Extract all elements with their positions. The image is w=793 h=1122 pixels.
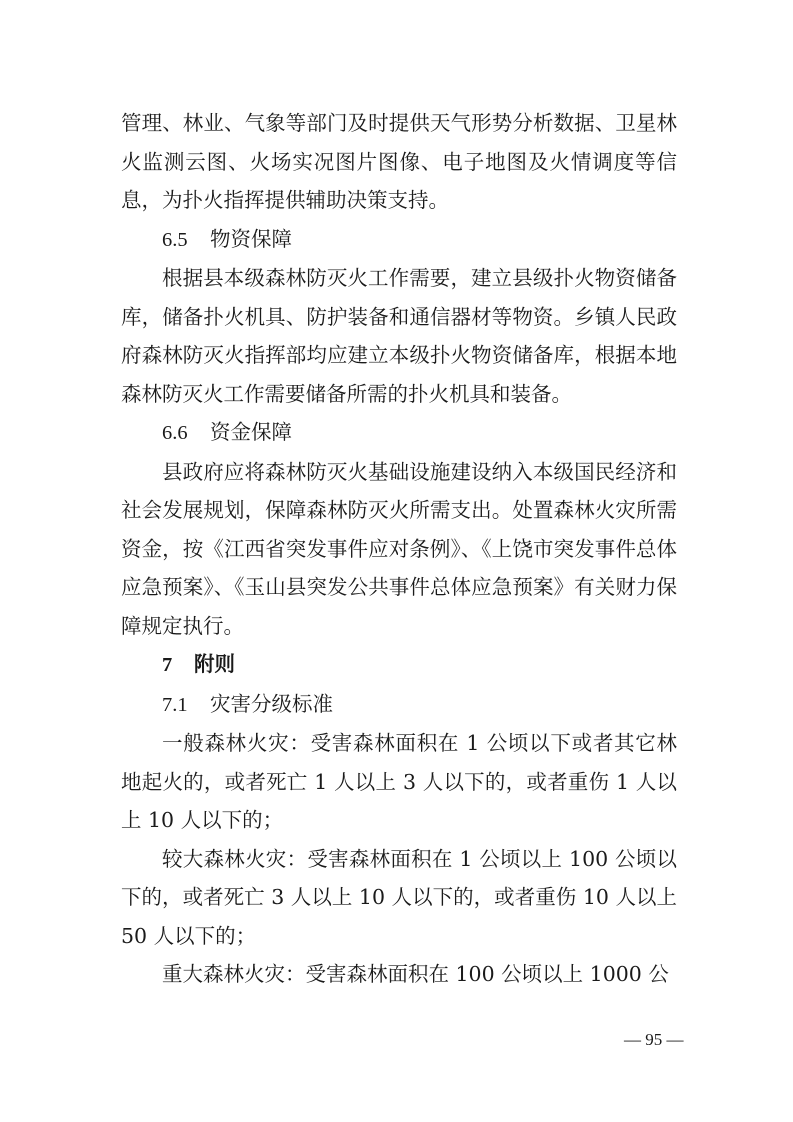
section-heading-6-6	[121, 413, 677, 453]
chapter-number: 7	[162, 654, 173, 676]
paragraph-larger-fire: 较大森林火灾：受害森林面积在 1 公顷以上 100 公顷以下的，或者死亡 3 人以上 10 人以下的，或者重伤 10 人以上 50 人以下的；	[121, 846, 677, 948]
chapter-title: 附则	[194, 652, 235, 676]
section-heading-6-5	[121, 220, 677, 260]
section-heading-7-1	[121, 685, 677, 725]
section-number: 6.6	[162, 422, 188, 444]
chapter-heading-7	[121, 645, 677, 685]
paragraph-material-support: 根据县本级森林防灭火工作需要，建立县级扑火物资储备库，储备扑火机具、防护装备和通信器材等物资。乡镇人民政府森林防灭火指挥部均应建立本级扑火物资储备库，根据本地森林防灭火工作需要储备所需的扑火机具和装备。	[121, 266, 677, 406]
section-title: 物资保障	[210, 226, 292, 251]
paragraph-info-support: 管理、林业、气象等部门及时提供天气形势分析数据、卫星林火监测云图、火场实况图片图像、电子地图及火情调度等信息，为扑火指挥提供辅助决策支持。	[121, 111, 677, 212]
section-title: 灾害分级标准	[210, 691, 333, 716]
paragraph-funding-support: 县政府应将森林防灭火基础设施建设纳入本级国民经济和社会发展规划，保障森林防灭火所需支出。处置森林火灾所需资金，按《江西省突发事件应对条例》、《上饶市突发事件总体应急预案》、《玉山县突发公共事件总体应急预案》有关财力保障规定执行。	[121, 459, 677, 638]
section-title: 资金保障	[210, 420, 292, 444]
page-number: — 95 —	[624, 1030, 684, 1049]
paragraph-general-fire: 一般森林火灾：受害森林面积在 1 公顷以下或者其它林地起火的，或者死亡 1 人以上 3 人以下的，或者重伤 1 人以上 10 人以下的；	[121, 731, 677, 832]
section-number: 7.1	[162, 693, 188, 716]
section-number: 6.5	[162, 228, 188, 251]
document-body	[121, 104, 677, 994]
paragraph-major-fire: 重大森林火灾：受害森林面积在 100 公顷以上 1000 公	[162, 962, 669, 986]
